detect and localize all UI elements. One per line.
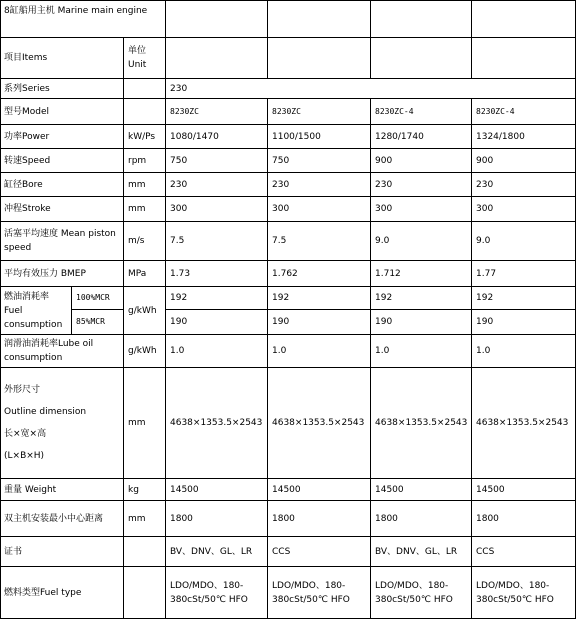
table-cell: [371, 197, 472, 222]
row-label-text: (L×B×H): [4, 451, 45, 461]
row-label-text: 外形尺寸: [4, 385, 41, 395]
table-cell-text: 192: [272, 293, 290, 303]
table-cell-text: 230: [476, 179, 494, 190]
table-cell: [166, 261, 268, 287]
table-cell-text: 1.0: [476, 346, 491, 356]
table-cell-text: 1800: [375, 513, 398, 524]
row-label-text: 双主机安装最小中心距离: [4, 513, 104, 524]
table-cell-text: 1.77: [476, 268, 497, 279]
table-cell-text: 1324/1800: [476, 131, 525, 142]
table-cell: [371, 222, 472, 261]
table-cell-text: 9.0: [476, 236, 491, 246]
row-unit-text: g/kWh: [128, 305, 157, 316]
table-cell: [268, 287, 371, 310]
table-title-text: 8缸船用主机 Marine main engine: [4, 6, 148, 16]
table-cell: [268, 479, 371, 501]
table-cell-text: 230: [272, 179, 290, 190]
row-label: [0, 368, 124, 479]
table-cell: [166, 501, 268, 537]
sub-label: [72, 287, 124, 310]
row-label-text: 缸径Bore: [4, 179, 43, 190]
table-cell-text: BV、DNV、GL、LR: [170, 546, 253, 557]
table-cell: [268, 310, 371, 335]
row-label-text: 型号Model: [4, 106, 50, 117]
table-cell-text: 4638×1353.5×2543: [375, 418, 468, 428]
row-unit: [124, 261, 166, 287]
table-cell: [166, 287, 268, 310]
table-cell: [268, 125, 371, 149]
row-label-text: 转速Speed: [4, 155, 51, 166]
table-cell: [371, 335, 472, 368]
table-cell-text: LDO/MDO、180-: [476, 580, 550, 591]
table-cell: [371, 501, 472, 537]
table-cell-text: 1100/1500: [272, 131, 321, 142]
table-cell: [472, 197, 576, 222]
table-cell: [268, 149, 371, 173]
table-cell-text: 1.0: [170, 346, 185, 356]
table-cell-text: 380cSt/50℃ HFO: [272, 594, 350, 605]
table-cell-text: LDO/MDO、180-: [375, 580, 449, 591]
table-cell-text: 750: [170, 155, 188, 166]
table-cell-text: BV、DNV、GL、LR: [375, 546, 458, 557]
table-cell: [166, 335, 268, 368]
table-cell-text: 1.0: [272, 346, 287, 356]
table-cell: [371, 537, 472, 567]
table-cell: [166, 149, 268, 173]
table-cell-text: 230: [375, 179, 393, 190]
table-cell: [166, 222, 268, 261]
table-cell: [371, 125, 472, 149]
sub-label-text: 100%MCR: [76, 293, 110, 302]
row-label: [0, 479, 124, 501]
row-unit-text: mm: [128, 204, 146, 214]
table-cell: [268, 173, 371, 197]
table-cell-text: 8230ZC-4: [476, 106, 515, 116]
table-cell-text: 300: [272, 204, 290, 214]
row-label-text: 燃油消耗率 Fuel consumption: [4, 291, 63, 330]
table-cell: [472, 479, 576, 501]
table-cell: [472, 287, 576, 310]
row-label: [0, 567, 124, 619]
table-cell-text: 300: [476, 204, 494, 214]
row-unit: [124, 335, 166, 368]
row-unit-text: kg: [128, 484, 139, 495]
table-cell: [268, 368, 371, 479]
table-cell-text: 8230ZC-4: [375, 106, 414, 116]
row-unit: [124, 79, 166, 99]
table-cell: [371, 287, 472, 310]
table-cell-text: 8230ZC: [272, 106, 301, 116]
row-unit: [124, 222, 166, 261]
table-cell: [371, 173, 472, 197]
table-cell: [268, 261, 371, 287]
table-cell: [268, 222, 371, 261]
row-unit: [124, 567, 166, 619]
table-cell: [166, 99, 268, 125]
row-label-text: 功率Power: [4, 131, 50, 142]
table-cell-text: 7.5: [170, 236, 185, 246]
header-items: [0, 38, 124, 79]
table-cell-text: 192: [375, 293, 393, 303]
header-unit: [124, 38, 166, 79]
table-cell-text: 900: [476, 155, 494, 166]
table-cell: [371, 310, 472, 335]
table-cell-text: 4638×1353.5×2543: [476, 418, 569, 428]
row-unit-text: g/kWh: [128, 346, 157, 356]
table-cell-text: 750: [272, 155, 290, 166]
row-unit-text: mm: [128, 513, 146, 524]
table-title: [0, 0, 166, 38]
row-unit: [124, 197, 166, 222]
row-unit: [124, 173, 166, 197]
row-label: [0, 149, 124, 173]
row-label-text: 燃料类型Fuel type: [4, 587, 82, 598]
table-cell: [166, 567, 268, 619]
row-label-text: 润滑油消耗率Lube oil consumption: [4, 339, 94, 363]
table-cell: [371, 99, 472, 125]
empty-cell: [472, 38, 576, 79]
table-cell-text: 1.0: [375, 346, 390, 356]
table-cell-text: CCS: [476, 546, 495, 557]
table-cell-text: 1280/1740: [375, 131, 424, 142]
table-cell: [371, 368, 472, 479]
table-cell: [472, 567, 576, 619]
table-cell: [472, 310, 576, 335]
empty-cell: [166, 38, 268, 79]
table-cell: [472, 125, 576, 149]
row-label-text: 活塞平均速度 Mean piston speed: [4, 229, 116, 253]
table-cell: [268, 335, 371, 368]
empty-cell: [472, 0, 576, 38]
row-label: [0, 501, 124, 537]
table-cell: [472, 149, 576, 173]
table-cell-text: 1.712: [375, 268, 401, 279]
table-cell-text: 1800: [476, 513, 499, 524]
row-unit-text: kW/Ps: [128, 131, 156, 142]
table-cell-text: 4638×1353.5×2543: [272, 418, 365, 428]
sub-label: [72, 310, 124, 335]
row-label: [0, 287, 72, 335]
table-cell: [371, 261, 472, 287]
header-unit-text: 单位Unit: [128, 46, 147, 70]
table-cell-text: 190: [375, 317, 393, 327]
row-unit: [124, 287, 166, 335]
row-label-text: 系列Series: [4, 83, 50, 94]
row-label-text: 平均有效压力 BMEP: [4, 268, 86, 279]
table-cell: [166, 173, 268, 197]
row-label: [0, 222, 124, 261]
table-cell: [472, 368, 576, 479]
table-cell: [472, 99, 576, 125]
header-items-text: 项目Items: [4, 53, 48, 63]
table-cell-text: 190: [170, 317, 188, 327]
table-cell-text: 4638×1353.5×2543: [170, 418, 263, 428]
empty-cell: [268, 0, 371, 38]
table-cell: [472, 173, 576, 197]
table-cell-text: 1800: [170, 513, 193, 524]
row-unit-text: mm: [128, 418, 146, 428]
table-cell-text: 8230ZC: [170, 106, 199, 116]
row-label: [0, 125, 124, 149]
row-label-text: Outline dimension: [4, 407, 87, 417]
row-unit-text: MPa: [128, 268, 147, 279]
row-label-text: 冲程Stroke: [4, 204, 51, 214]
row-unit: [124, 501, 166, 537]
table-cell-text: 9.0: [375, 236, 390, 246]
table-cell: [166, 125, 268, 149]
table-cell: [472, 537, 576, 567]
series-value: [166, 79, 576, 99]
row-label-text: 长×宽×高: [4, 429, 47, 439]
row-unit: [124, 99, 166, 125]
table-cell-text: 380cSt/50℃ HFO: [170, 594, 248, 605]
row-label-text: 证书: [4, 546, 23, 557]
table-cell-text: 1080/1470: [170, 131, 219, 142]
row-label: [0, 79, 124, 99]
table-cell-text: 190: [476, 317, 494, 327]
table-cell: [472, 261, 576, 287]
table-cell-text: 1.73: [170, 268, 191, 279]
table-cell: [371, 149, 472, 173]
table-cell-text: 190: [272, 317, 290, 327]
table-cell: [371, 567, 472, 619]
row-unit-text: mm: [128, 179, 146, 190]
empty-cell: [371, 38, 472, 79]
empty-cell: [268, 38, 371, 79]
table-cell: [166, 197, 268, 222]
table-cell-text: 380cSt/50℃ HFO: [476, 594, 554, 605]
table-cell-text: 14500: [272, 484, 301, 495]
table-cell: [268, 197, 371, 222]
row-label: [0, 537, 124, 567]
table-cell: [166, 310, 268, 335]
row-unit: [124, 537, 166, 567]
table-cell: [166, 368, 268, 479]
table-cell: [268, 501, 371, 537]
table-cell-text: 14500: [476, 484, 505, 495]
table-cell: [166, 479, 268, 501]
table-cell-text: 14500: [170, 484, 199, 495]
table-cell-text: 192: [170, 293, 188, 303]
table-cell-text: 380cSt/50℃ HFO: [375, 594, 453, 605]
row-unit: [124, 479, 166, 501]
row-unit: [124, 368, 166, 479]
table-cell-text: 300: [375, 204, 393, 214]
table-cell-text: 14500: [375, 484, 404, 495]
table-cell-text: LDO/MDO、180-: [272, 580, 346, 591]
row-unit-text: rpm: [128, 155, 147, 166]
table-cell-text: 1.762: [272, 268, 298, 279]
table-cell-text: 1800: [272, 513, 295, 524]
row-unit: [124, 125, 166, 149]
table-cell-text: 300: [170, 204, 188, 214]
table-cell-text: LDO/MDO、180-: [170, 580, 244, 591]
table-cell-text: CCS: [272, 546, 291, 557]
table-cell-text: 900: [375, 155, 393, 166]
table-cell: [268, 567, 371, 619]
table-cell: [472, 222, 576, 261]
table-cell: [371, 479, 472, 501]
empty-cell: [371, 0, 472, 38]
row-label: [0, 261, 124, 287]
row-label: [0, 173, 124, 197]
table-cell-text: 7.5: [272, 236, 287, 246]
table-cell: [166, 537, 268, 567]
series-value-text: 230: [170, 83, 188, 94]
row-label-text: 重量 Weight: [4, 484, 57, 495]
table-cell-text: 192: [476, 293, 494, 303]
row-label: [0, 99, 124, 125]
row-label: [0, 335, 124, 368]
table-cell: [268, 99, 371, 125]
empty-cell: [166, 0, 268, 38]
table-cell: [268, 537, 371, 567]
row-label: [0, 197, 124, 222]
table-cell: [472, 501, 576, 537]
sub-label-text: 85%MCR: [76, 317, 105, 326]
row-unit-text: m/s: [128, 236, 145, 246]
table-cell: [472, 335, 576, 368]
row-unit: [124, 149, 166, 173]
table-cell-text: 230: [170, 179, 188, 190]
